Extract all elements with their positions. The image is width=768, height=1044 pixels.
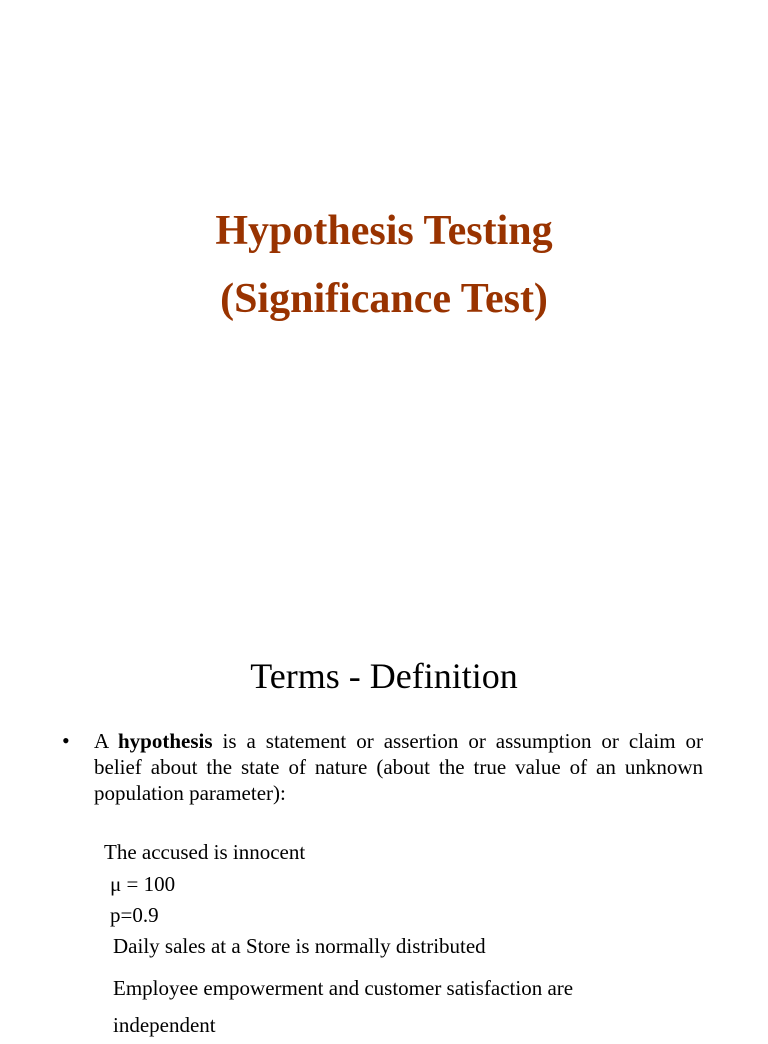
bullet-icon: • [62,728,70,753]
title-line-1: Hypothesis Testing [215,208,553,254]
example-item: Daily sales at a Store is normally distributed [113,934,486,958]
example-item: Employee empowerment and customer satisfaction are independent [113,976,574,1037]
hypothesis-definition [94,728,703,806]
title-line-2: (Significance Test) [220,276,548,322]
definition-prefix: A [94,729,109,753]
example-item: The accused is innocent [104,840,306,864]
example-item: μ = 100 [110,872,176,896]
section-heading: Terms - Definition [250,656,518,696]
definition-body: is a statement or assertion or assumption or claim or belief about the state of nature (about the true value of an unknown population parameter): [94,729,704,805]
definition-term: hypothesis [118,729,213,753]
terms-definition-slide [0,560,768,1037]
example-item: p=0.9 [110,903,159,927]
